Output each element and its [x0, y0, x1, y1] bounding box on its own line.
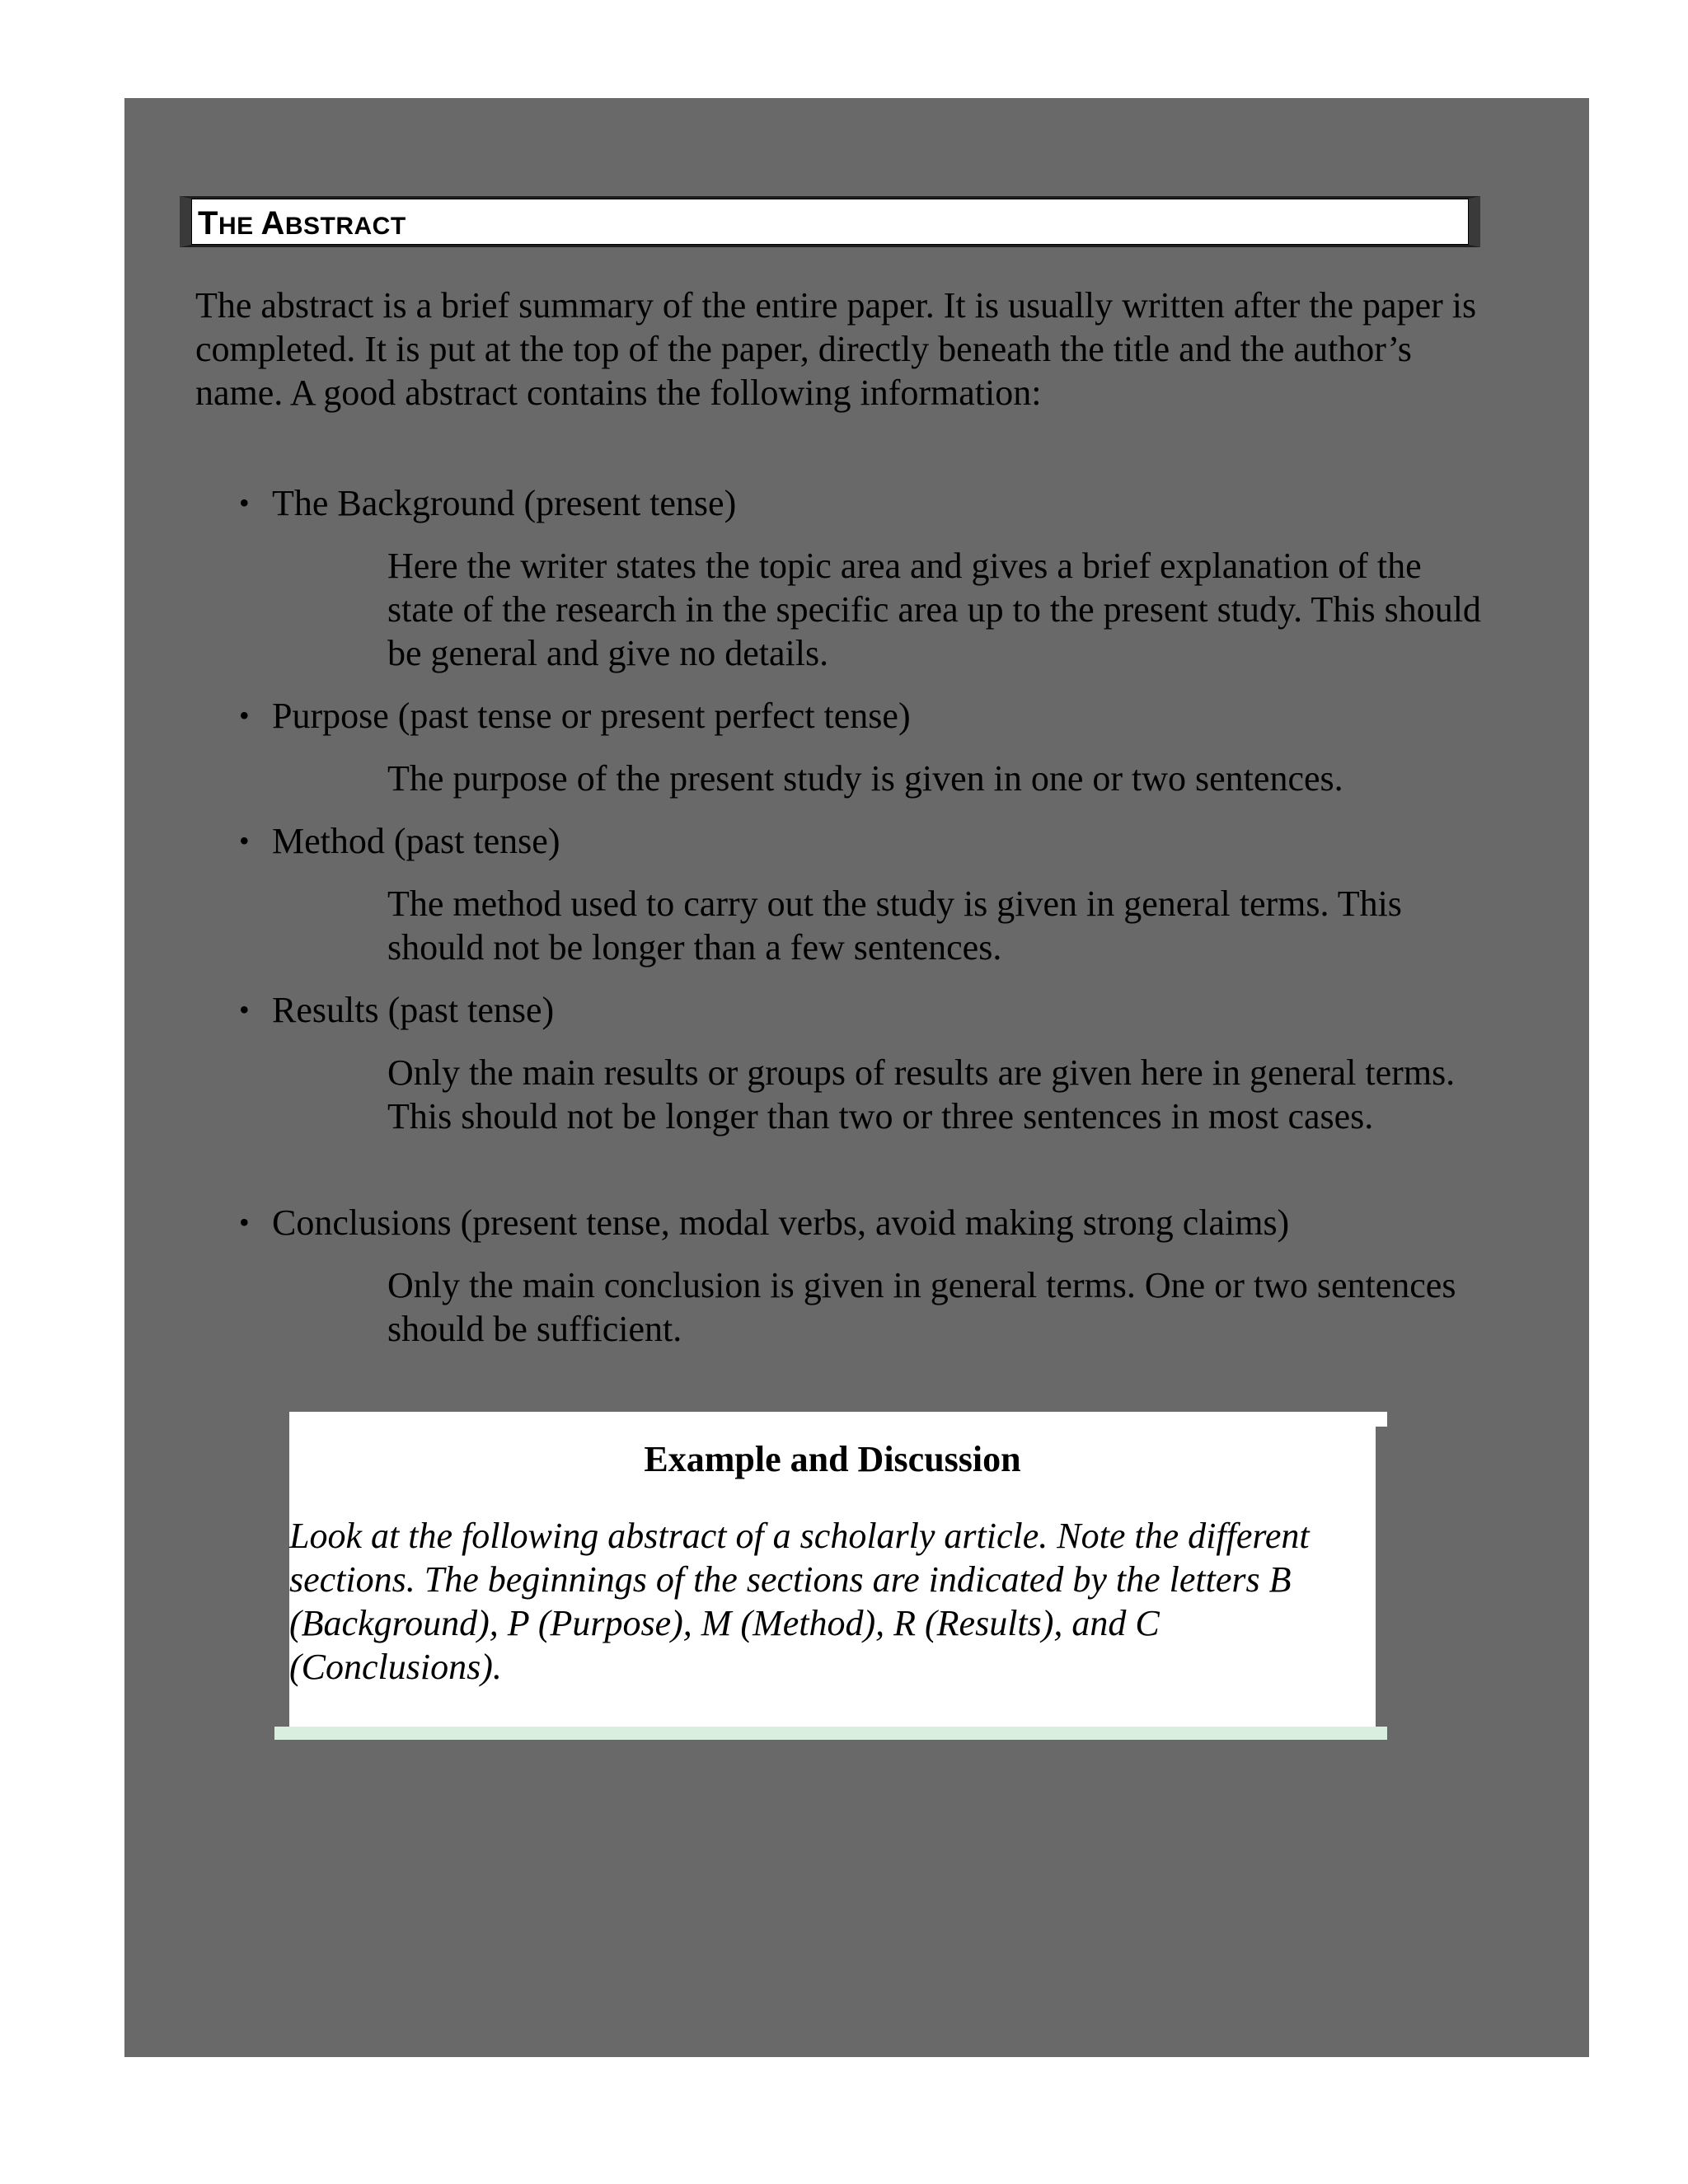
list-item-description: The method used to carry out the study is given in general terms. This should not be longer than a few sentences.: [387, 883, 1402, 968]
list-item-description: Only the main results or groups of results are given here in general terms. This should not be longer than two or three sentences in most cases.: [387, 1052, 1456, 1137]
list-item-results: [239, 988, 555, 1032]
list-item-description: The purpose of the present study is given in one or two sentences.: [387, 758, 1343, 799]
example-box-content: [289, 1427, 1376, 1725]
section-title-box: [180, 196, 1480, 247]
title-cap-a: A: [260, 205, 285, 241]
bullet-icon: •: [239, 824, 250, 857]
list-item-conclusions: [239, 1201, 1290, 1244]
title-rest-1: HE: [218, 213, 261, 240]
list-item-heading: Results (past tense): [272, 990, 555, 1030]
list-item-heading: Method (past tense): [272, 821, 560, 861]
list-item-heading: Conclusions (present tense, modal verbs, avoid making strong claims): [272, 1202, 1290, 1243]
example-box-top-border: [274, 1412, 1387, 1427]
bullet-icon: •: [239, 486, 250, 519]
example-box-left-border: [274, 1412, 289, 1740]
example-box: [274, 1412, 1387, 1740]
list-item-background: [239, 481, 737, 525]
list-item-heading: The Background (present tense): [272, 483, 737, 523]
bullet-icon: •: [239, 1206, 250, 1239]
title-cap-t: T: [198, 205, 218, 241]
list-item-description: Here the writer states the topic area and gives a brief explanation of the state of the research in the specific area up to the present study. This should be general and give no details.: [387, 546, 1481, 673]
bullet-icon: •: [239, 699, 250, 732]
list-item-method: [239, 819, 560, 863]
intro-paragraph: The abstract is a brief summary of the entire paper. It is usually written after the paper is completed. It is put at the top of the paper, directly beneath the title and the author’s name. A good abstract contains the following information:: [195, 285, 1477, 413]
section-title: [198, 205, 406, 242]
list-item-heading: Purpose (past tense or present perfect tense): [272, 696, 911, 736]
list-item-purpose: [239, 694, 911, 738]
title-rest-2: BSTRACT: [284, 213, 406, 240]
list-item-description: Only the main conclusion is given in general terms. One or two sentences should be sufficient.: [387, 1265, 1456, 1349]
example-box-right-border: [1376, 1427, 1387, 1740]
example-box-bottom-border: [274, 1727, 1387, 1740]
bullet-icon: •: [239, 993, 250, 1026]
example-instructions: Look at the following abstract of a scholarly article. Note the different sections. The beginnings of the sections are indicated by the letters B (Background), P (Purpose), M (Method), R (Results), and C (Conclusions).: [289, 1516, 1310, 1687]
example-title: Example and Discussion: [644, 1439, 1021, 1479]
